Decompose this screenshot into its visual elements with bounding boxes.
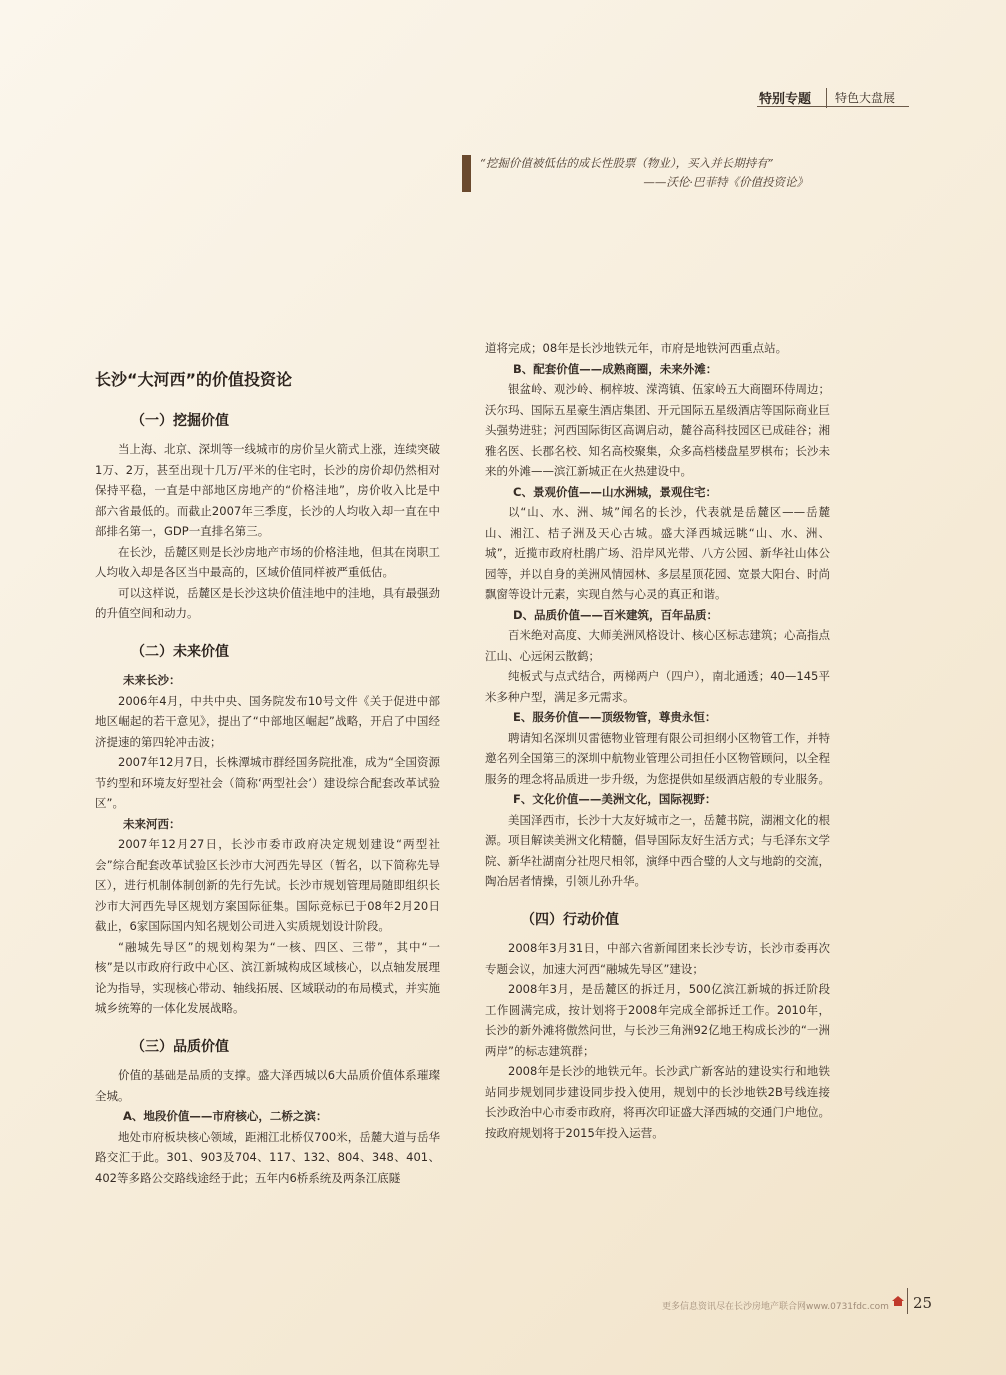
left-column [95, 370, 440, 1188]
subheading: C、景观价值——山水洲城，景观住宅： [513, 484, 717, 499]
paragraph: 银盆岭、观沙岭、桐梓坡、溁湾镇、伍家岭五大商圈环侍周边；沃尔玛、国际五星豪生酒店集团、开元国际五星级酒店等国际商业巨头强势进驻；河西国际街区高调启动，麓谷高科技园区已成硅谷；湘雅名医、长郡名校、知名高校聚集，众多高档楼盘星罗棋布；长沙未来的外滩——滨江新城正在火热建设中。 [485, 382, 830, 478]
paragraph: 价值的基础是品质的支撑。盛大泽西城以6大品质价值体系璀璨全城。 [95, 1068, 440, 1103]
subheading: F、文化价值——美洲文化，国际视野： [513, 792, 717, 806]
paragraph: 2008年3月，是岳麓区的拆迁月，500亿滨江新城的拆迁阶段工作圆满完成，按计划将于2008年完成全部拆迁工作。2010年，长沙的新外滩将傲然问世，与长沙三角洲92亿地王构成长沙的“一洲两岸”的标志建筑群； [485, 982, 830, 1058]
section-title-4: （四）行动价值 [521, 911, 619, 928]
paragraph: 聘请知名深圳贝雷德物业管理有限公司担纲小区物管工作，并特邀名列全国第三的深圳中航物业管理公司担任小区物管顾问，以全程服务的理念将品质进一步升级，为您提供如星级酒店般的专业服务。 [485, 730, 830, 786]
paragraph: 地处市府板块核心领域，距湘江北桥仅700米，岳麓大道与岳华路交汇于此。301、903及704、117、132、804、348、401、402等多路公交路线途经于此；五年内6桥系统及两条江底隧 [95, 1129, 440, 1185]
subheading: D、品质价值——百米建筑，百年品质： [513, 607, 719, 622]
right-column [485, 338, 830, 1143]
paragraph: 纯板式与点式结合，两梯两户（四户），南北通透；40—145平米多种户型，满足多元需求。 [485, 669, 830, 704]
paragraph: “融城先导区”的规划构架为“一核、四区、三带”，其中“一核”是以市政府行政中心区、滨江新城构成区域核心，以点轴发展理论为指导，实现核心带动、轴线拓展、区域联动的布局模式，并实施城乡统筹的一体化发展战略。 [95, 939, 440, 1015]
subheading: A、地段价值——市府核心，二桥之滨： [123, 1109, 328, 1123]
paragraph: 以“山、水、洲、城”闻名的长沙，代表就是岳麓区——岳麓山、湘江、桔子洲及天心古城。盛大泽西城远眺“山、水、洲、城”，近揽市政府杜鹃广场、沿岸风光带、八方公园、新华社山体公园等，并以自身的美洲风情园林、多层星顶花园、宽景大阳台、时尚飘窗等设计元素，实现自然与心灵的真正和谐。 [485, 505, 830, 601]
section-title-1: （一）挖掘价值 [131, 412, 229, 429]
header-subtitle: 特色大盘展 [835, 91, 896, 105]
paragraph: 美国泽西市，长沙十大友好城市之一，岳麓书院，湖湘文化的根源。项目解读美洲文化精髓，倡导国际友好生活方式；与毛泽东文学院、新华社湖南分社咫尺相邻，演绎中西合璧的人文与地韵的交流，陶冶居者情操，引领儿孙升华。 [485, 812, 830, 888]
paragraph: 道将完成；08年是长沙地铁元年，市府是地铁河西重点站。 [485, 341, 788, 355]
paragraph: 2007年12月7日，长株潭城市群经国务院批准，成为“全国资源节约型和环境友好型社会（简称‘两型社会’）建设综合配套改革试验区”。 [95, 755, 440, 810]
subheading: E、服务价值——顶级物管，尊贵永恒： [513, 710, 717, 724]
epigraph-quote [480, 154, 810, 192]
paragraph: 在长沙，岳麓区则是长沙房地产市场的价格洼地，但其在岗职工人均收入却是各区当中最高的，区域价值同样被严重低估。 [95, 544, 440, 579]
quote-accent-bar [462, 155, 471, 192]
subheading: B、配套价值——成熟商圈，未来外滩： [513, 361, 718, 376]
paragraph: 2008年3月31日，中部六省新闻团来长沙专访，长沙市委再次专题会议，加速大河西“融城先导区”建设； [485, 941, 830, 976]
subheading: 未来长沙： [123, 673, 181, 687]
header-divider [826, 88, 827, 108]
house-logo-icon [892, 1296, 904, 1306]
quote-attribution: ——沃伦·巴菲特《价值投资论》 [643, 175, 808, 189]
article-title: 长沙“大河西”的价值投资论 [95, 370, 293, 389]
quote-text: “挖掘价值被低估的成长性股票（物业），买入并长期持有” [480, 156, 774, 170]
paragraph: 2007年12月27日，长沙市委市政府决定规划建设“两型社会”综合配套改革试验区长沙市大河西先导区（暂名，以下简称先导区），进行机制体制创新的先行先试。长沙市规划管理局随即组织长沙市大河西先导区规划方案国际征集。国际竞标已于08年2月20日截止，6家国际国内知名规划公司进入实质规划设计阶段。 [95, 837, 440, 933]
paragraph: 2006年4月，中共中央、国务院发布10号文件《关于促进中部地区崛起的若干意见》，提出了“中部地区崛起”战略，开启了中国经济提速的第四轮冲击波； [95, 693, 440, 749]
subheading: 未来河西： [123, 816, 181, 831]
footer-website-text: 更多信息资讯尽在长沙房地产联合网www.0731fdc.com [662, 1302, 889, 1312]
footer-divider [907, 1288, 908, 1314]
paragraph: 百米绝对高度、大师美洲风格设计、核心区标志建筑；心高指点江山、心远闲云散鹤； [485, 628, 830, 663]
page-number: 25 [913, 1294, 933, 1312]
paragraph: 可以这样说，岳麓区是长沙这块价值洼地中的洼地，具有最强劲的升值空间和动力。 [95, 585, 440, 620]
paragraph: 2008年是长沙的地铁元年。长沙武广新客站的建设实行和地铁站同步规划同步建设同步投入使用，规划中的长沙地铁2B号线连接长沙政治中心市委市政府，将再次印证盛大泽西城的交通门户地位。按政府规划将于2015年投入运营。 [485, 1064, 830, 1140]
paragraph: 当上海、北京、深圳等一线城市的房价呈火箭式上涨，连续突破1万、2万，甚至出现十几万/平米的住宅时，长沙的房价却仍然相对保持平稳，一直是中部地区房地产的“价格洼地”，房价收入比是中部六省最低的。而截止2007年三季度，长沙的人均收入却一直在中部排名第一，GDP一直排名第三。 [95, 442, 440, 538]
section-title-2: （二）未来价值 [131, 643, 229, 660]
header-special-topic: 特别专题 [759, 92, 812, 107]
section-title-3: （三）品质价值 [131, 1038, 229, 1055]
section-header [757, 88, 909, 107]
